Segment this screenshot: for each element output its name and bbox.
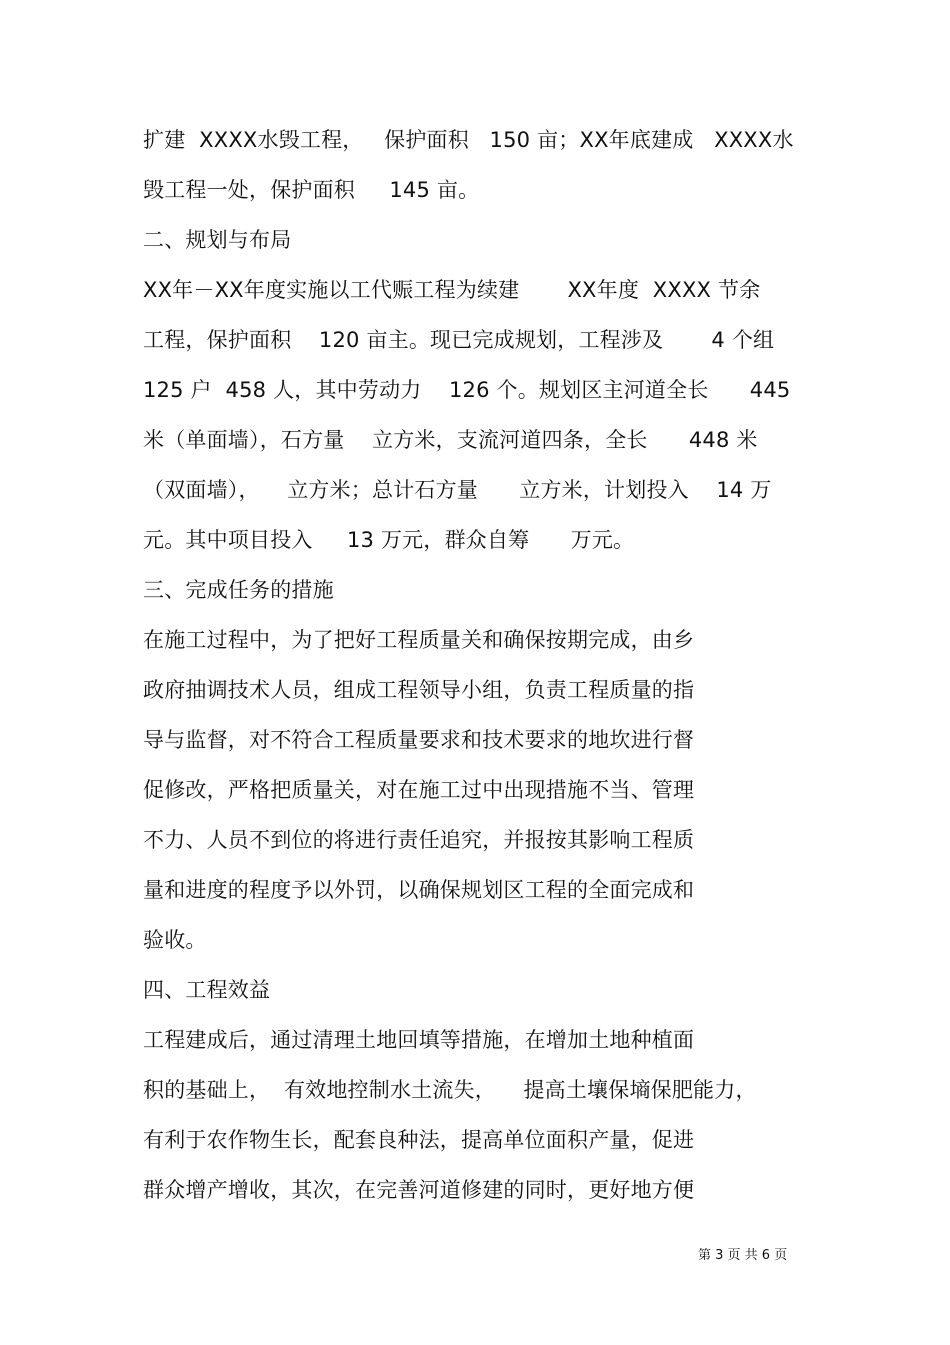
section-heading: 二、规划与布局 [143, 228, 292, 252]
text-line: 元。其中项目投入 13 万元，群众自筹 万元。 [143, 528, 635, 552]
text-line: 有利于农作物生长，配套良种法，提高单位面积产量，促进 [143, 1128, 695, 1152]
section-heading: 四、工程效益 [143, 978, 271, 1002]
text-line: 量和进度的程度予以外罚，以确保规划区工程的全面完成和 [143, 878, 695, 902]
text-line: 工程，保护面积 120 亩主。现已完成规划，工程涉及 4 个组 [143, 328, 775, 352]
text-line: 政府抽调技术人员，组成工程领导小组，负责工程质量的指 [143, 678, 695, 702]
text-line: 积的基础上， 有效地控制水土流失， 提高土壤保墒保肥能力， [143, 1078, 757, 1102]
text-line: （双面墙）， 立方米；总计石方量 立方米，计划投入 14 万 [143, 478, 772, 502]
text-line: 促修改，严格把质量关，对在施工过中出现措施不当、管理 [143, 778, 695, 802]
text-line: 扩建 XXXX水毁工程， 保护面积 150 亩；XX年底建成 XXXX水 [143, 128, 794, 152]
text-line: 毁工程一处，保护面积 145 亩。 [143, 178, 480, 202]
page-number-footer: 第 3 页 共 6 页 [698, 1248, 788, 1263]
text-line: 125 户 458 人，其中劳动力 126 个。规划区主河道全长 445 [143, 378, 791, 402]
section-heading: 三、完成任务的措施 [143, 578, 334, 602]
text-line: 在施工过程中，为了把好工程质量关和确保按期完成，由乡 [143, 628, 695, 652]
text-line: 群众增产增收，其次，在完善河道修建的同时，更好地方便 [143, 1178, 695, 1202]
text-line: 验收。 [143, 928, 207, 952]
text-line: 工程建成后，通过清理土地回填等措施，在增加土地种植面 [143, 1028, 695, 1052]
text-line: 不力、人员不到位的将进行责任追究，并报按其影响工程质 [143, 828, 695, 852]
text-line: 米（单面墙），石方量 立方米，支流河道四条，全长 448 米 [143, 428, 758, 452]
text-line: 导与监督，对不符合工程质量要求和技术要求的地坎进行督 [143, 728, 695, 752]
text-line: XX年－XX年度实施以工代赈工程为续建 XX年度 XXXX 节余 [143, 278, 761, 302]
